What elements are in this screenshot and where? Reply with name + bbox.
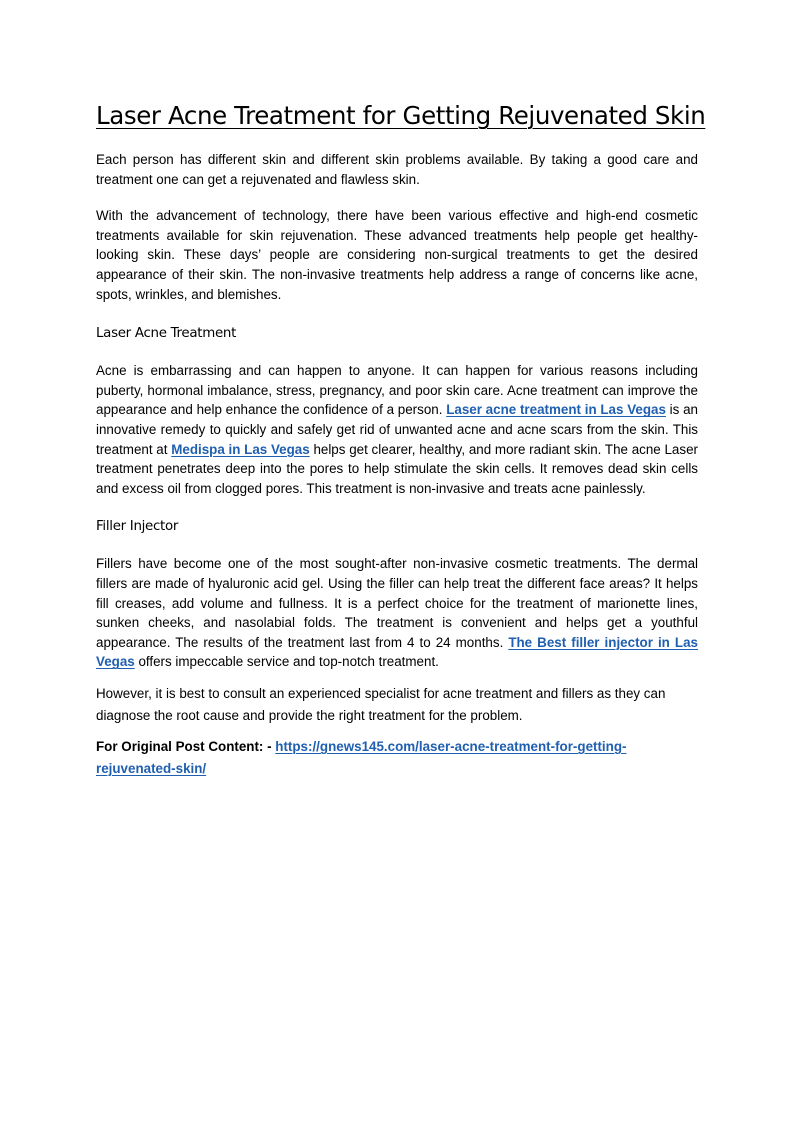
filler-text-2: offers impeccable service and top-notch treatment. [134,654,439,670]
section-heading-filler-injector: Filler Injector [96,519,179,535]
intro-paragraph-2: With the advancement of technology, there have been various effective and high-end cosmetic treatments available for skin rejuvenation. These advanced treatments help people get healthy-looking skin. These days’ people are considering non-surgical treatments to get the desired appearance of their skin. The non-invasive treatments help address a range of concerns like acne, spots, wrinkles, and blemishes. [96,208,698,302]
document-page [96,96,706,780]
document-title: Laser Acne Treatment for Getting Rejuvenated Skin [96,101,706,130]
medispa-las-vegas-link[interactable]: Medispa in Las Vegas [171,441,310,457]
filler-text-1: Fillers have become one of the most sought-after non-invasive cosmetic treatments. The dermal fillers are made of hyaluronic acid gel. Using the filler can help treat the different face areas? It helps fill creases, add volume and fullness. It is a perfect choice for the treatment of marionette lines, sunken cheeks, and nasolabial folds. The treatment is convenient and helps get a youthful appearance. The results of the treatment last from 4 to 24 months. [96,556,698,650]
intro-paragraph-1: Each person has different skin and different skin problems available. By taking a good care and treatment one can get a rejuvenated and flawless skin. [96,152,698,187]
source-paragraph [96,736,698,780]
source-label: For Original Post Content: - [96,738,276,754]
filler-injector-paragraph [96,554,698,672]
section-heading-laser-acne: Laser Acne Treatment [96,326,237,342]
laser-acne-las-vegas-link[interactable]: Laser acne treatment in Las Vegas [446,402,666,418]
laser-text-3: helps get clearer, healthy, and more radiant skin. The acne Laser treatment penetrates deep into the pores to help stimulate the skin cells. It removes dead skin cells and excess oil from clogged pores. This treatment is non-invasive and treats acne painlessly. [96,441,698,496]
laser-text-1: Acne is embarrassing and can happen to anyone. It can happen for various reasons including puberty, hormonal imbalance, stress, pregnancy, and poor skin care. Acne treatment can improve the appearance and help enhance the confidence of a person. [96,363,698,418]
laser-text-2: is an innovative remedy to quickly and safely get rid of unwanted acne and acne scars from the skin. This treatment at [96,402,698,457]
best-filler-injector-link[interactable]: The Best filler injector in Las Vegas [96,634,698,670]
original-post-link[interactable]: https://gnews145.com/laser-acne-treatment-for-getting-rejuvenated-skin/ [96,738,627,776]
laser-acne-paragraph [96,361,698,498]
conclusion-paragraph: However, it is best to consult an experienced specialist for acne treatment and fillers as they can diagnose the root cause and provide the right treatment for the problem. [96,685,666,723]
